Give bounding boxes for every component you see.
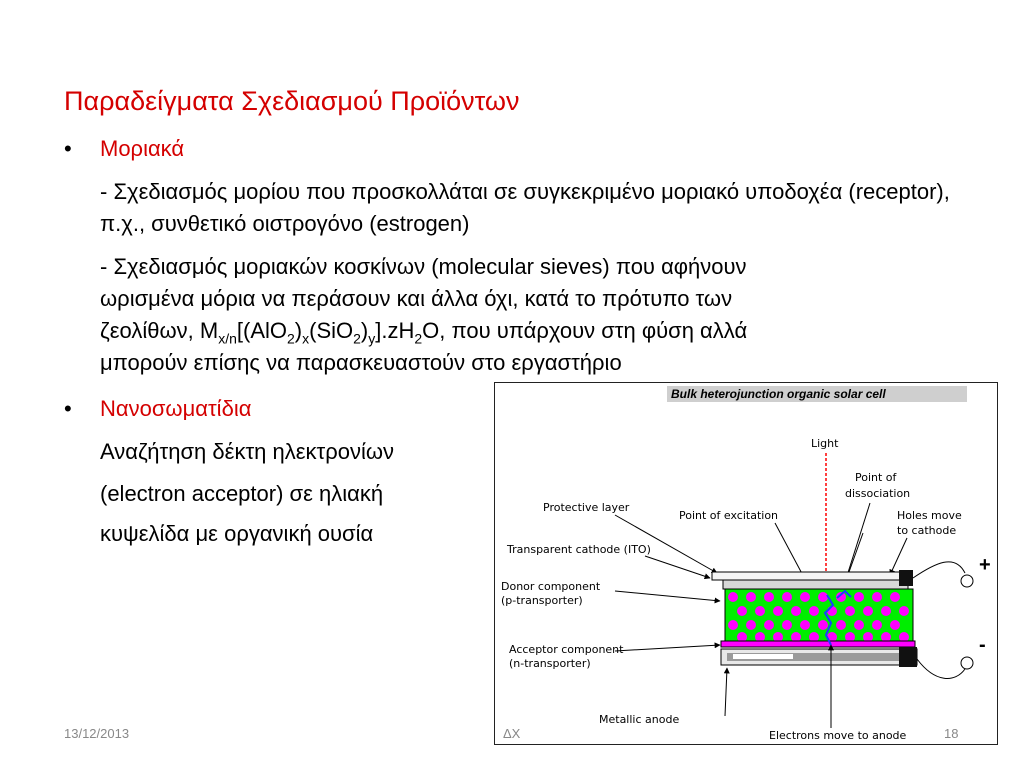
acceptor-dot [746, 620, 756, 630]
acceptor-dot [872, 620, 882, 630]
acceptor-dot [818, 592, 828, 602]
label-donor: Donor component (p-transporter) [501, 580, 601, 607]
label-holes-move: Holes move to cathode [897, 509, 962, 537]
nano-line-2: (electron acceptor) σε ηλιακή [100, 481, 384, 506]
acceptor-dot [764, 592, 774, 602]
acceptor-dot [728, 620, 738, 630]
solar-cell-layers [712, 570, 917, 667]
acceptor-dot [818, 620, 828, 630]
sieves-line-1: - Σχεδιασμός μοριακών κοσκίνων (molecular sieves) που αφήνουν [100, 254, 747, 279]
acceptor-dot [890, 592, 900, 602]
plus-sign: + [979, 554, 991, 576]
acceptor-dot [755, 606, 765, 616]
label-point-of-dissociation: Point of dissociation [845, 471, 911, 500]
minus-terminal [961, 657, 973, 669]
acceptor-dot [854, 592, 864, 602]
acceptor-dot [773, 606, 783, 616]
anode-terminal [899, 647, 917, 667]
cathode-wire [913, 562, 965, 578]
solar-cell-diagram [495, 383, 997, 744]
cathode-terminal [899, 570, 913, 586]
paragraph-receptor: - Σχεδιασμός μορίου που προσκολλάται σε συγκεκριμένο μοριακό υποδοχέα (receptor), π.χ., συνθετικό οιστρογόνο (estrogen) [100, 179, 950, 236]
bullet-marker: • [64, 396, 72, 421]
acceptor-dot [800, 620, 810, 630]
acceptor-dot [854, 620, 864, 630]
protective-layer [712, 572, 904, 580]
nano-line-1: Αναζήτηση δέκτη ηλεκτρονίων [100, 439, 395, 464]
sieves-line-4: μπορούν επίσης να παρασκευαστούν στο εργαστήριο [100, 350, 622, 375]
acceptor-dot [728, 592, 738, 602]
bullet-heading-molecular: Μοριακά [100, 136, 185, 161]
label-transparent-cathode: Transparent cathode (ITO) [507, 543, 651, 556]
label-metallic-anode: Metallic anode [599, 713, 680, 726]
figure-title: Bulk heterojunction organic solar cell [671, 387, 886, 401]
acceptor-dot [872, 592, 882, 602]
plus-terminal [961, 575, 973, 587]
acceptor-dot [845, 606, 855, 616]
acceptor-dot [809, 606, 819, 616]
zeolite-formula-line: ζεολίθων, $M_{x/n}[(AlO_2)_x(SiO_2)_y].zH_2O$, που υπάρχουν στη φύση αλλά [100, 318, 748, 347]
label-protective-layer: Protective layer [543, 501, 630, 514]
anode-shine [733, 654, 793, 659]
footer-author: ΔΧ [503, 726, 521, 741]
acceptor-dot [782, 592, 792, 602]
acceptor-dot [836, 620, 846, 630]
bullet-marker: • [64, 136, 72, 161]
label-acceptor: Acceptor component (n-transporter) [509, 643, 624, 670]
acceptor-dot [827, 606, 837, 616]
label-electrons-move: Electrons move to anode [769, 729, 907, 742]
acceptor-dot [863, 606, 873, 616]
acceptor-dot [791, 606, 801, 616]
minus-sign: - [979, 634, 986, 656]
acceptor-dot [737, 606, 747, 616]
solar-cell-figure [494, 382, 998, 745]
ito-layer [723, 580, 908, 589]
acceptor-dot [881, 606, 891, 616]
label-light: Light [811, 437, 839, 450]
bullet-heading-nanoparticles: Νανοσωματίδια [100, 396, 252, 421]
paragraph-molecular-sieves [100, 251, 980, 379]
acceptor-dot [764, 620, 774, 630]
footer-date: 13/12/2013 [64, 726, 130, 741]
sieves-line-2: ωρισμένα μόρια να περάσουν και άλλα όχι, κατά το πρότυπο των [100, 286, 733, 311]
label-point-of-excitation: Point of excitation [679, 509, 779, 522]
anode-wire [917, 659, 965, 678]
acceptor-dot [890, 620, 900, 630]
acceptor-dot [800, 592, 810, 602]
acceptor-dot [746, 592, 756, 602]
slide-title: Παραδείγματα Σχεδιασμού Προϊόντων [64, 86, 520, 116]
nano-line-3: κυψελίδα με οργανική ουσία [100, 521, 374, 546]
acceptor-stripe [721, 641, 915, 647]
acceptor-dot [782, 620, 792, 630]
footer-page-number: 18 [944, 726, 959, 741]
acceptor-dot [899, 606, 909, 616]
